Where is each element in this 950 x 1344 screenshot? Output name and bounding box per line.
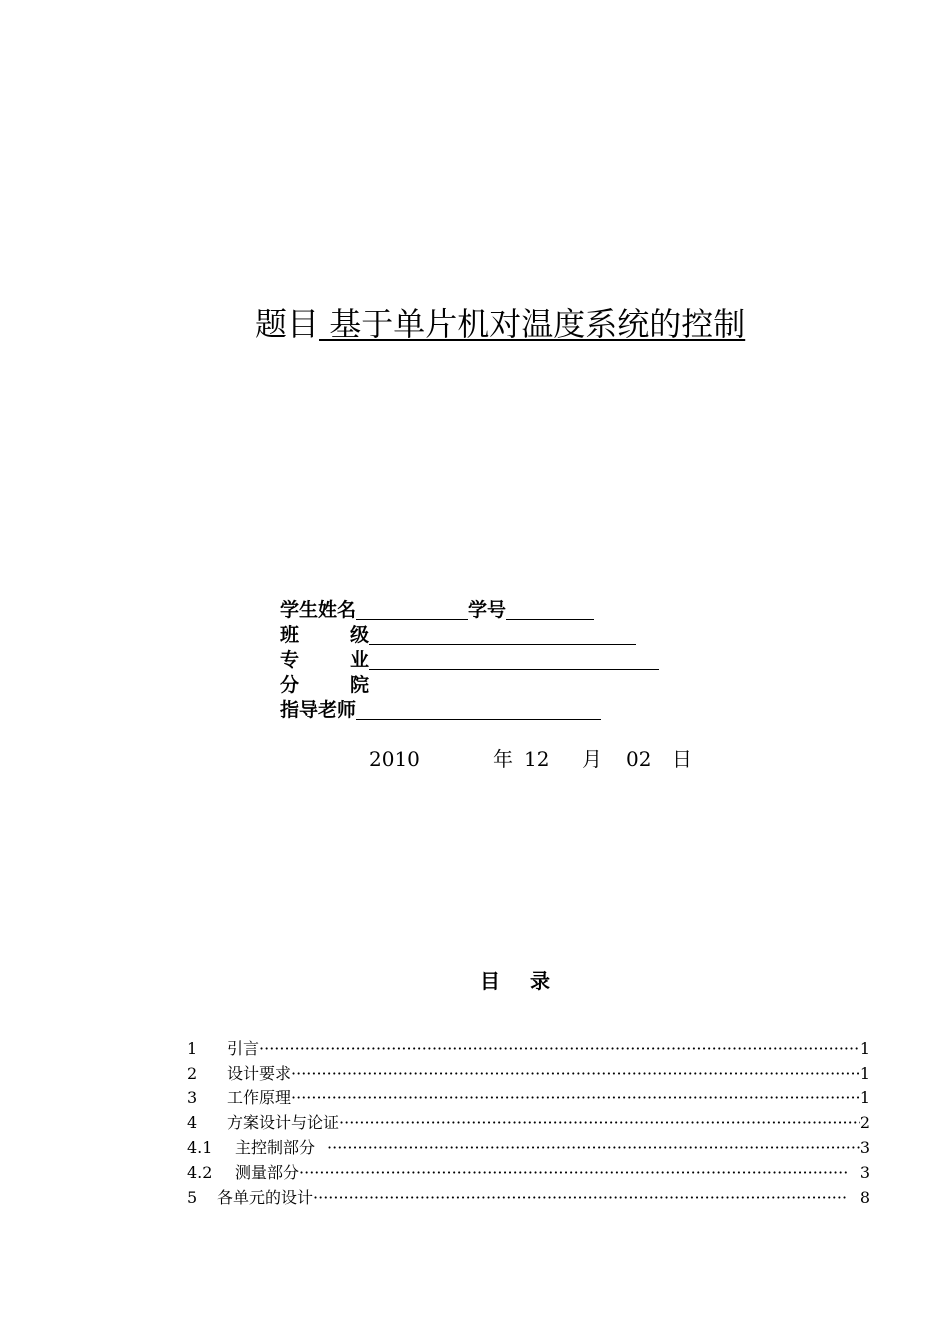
toc-item-number: 4.2 [187, 1163, 213, 1182]
title-label: 题目 [255, 305, 320, 343]
class-label: 班级 [280, 624, 369, 646]
toc-item-page: 2 [859, 1113, 870, 1132]
toc-leader-dots [339, 1111, 860, 1135]
toc-item-text: 主控制部分 [235, 1138, 316, 1157]
toc-item-number: 3 [187, 1088, 198, 1107]
student-id-blank[interactable] [506, 600, 594, 620]
student-id-label: 学号 [468, 599, 507, 621]
toc-item-page: 8 [859, 1188, 870, 1207]
toc-item-text: 引言 [227, 1039, 260, 1058]
advisor-row [280, 698, 601, 722]
college-row [280, 673, 369, 697]
advisor-blank[interactable] [356, 700, 601, 720]
date-month: 12 [524, 747, 550, 771]
toc-item[interactable] [187, 1136, 870, 1160]
toc-item-number: 4 [187, 1113, 198, 1132]
toc-item[interactable] [187, 1111, 870, 1135]
toc-item-page: 1 [859, 1088, 870, 1107]
toc-item-number: 2 [187, 1064, 198, 1083]
toc-item[interactable] [187, 1186, 870, 1210]
toc-item-page: 3 [859, 1163, 870, 1182]
toc-leader-dots [313, 1186, 848, 1210]
student-name-blank[interactable] [356, 600, 468, 620]
toc-item-text: 各单元的设计 [217, 1188, 314, 1207]
thesis-title [255, 300, 745, 348]
major-row [280, 648, 659, 672]
toc-item-page: 1 [859, 1064, 870, 1083]
toc-item-text: 测量部分 [235, 1163, 300, 1182]
major-label: 专业 [280, 649, 369, 671]
toc-leader-dots [291, 1086, 860, 1110]
student-name-row [280, 598, 594, 622]
toc-leader-dots [299, 1161, 848, 1185]
major-blank[interactable] [369, 650, 659, 670]
toc-item[interactable] [187, 1037, 870, 1061]
date-day-unit: 日 [672, 747, 692, 771]
toc-item-page: 3 [859, 1138, 870, 1157]
college-label: 分院 [280, 674, 369, 696]
date-month-unit: 月 [582, 747, 602, 771]
toc-item[interactable] [187, 1086, 870, 1110]
toc-item-page: 1 [859, 1039, 870, 1058]
student-name-label: 学生姓名 [280, 599, 357, 621]
toc-leader-dots [291, 1062, 860, 1086]
toc-item-number: 1 [187, 1039, 198, 1058]
toc-item-text: 设计要求 [227, 1064, 292, 1083]
toc-item[interactable] [187, 1161, 870, 1185]
toc-leader-dots [259, 1037, 860, 1061]
class-row [280, 623, 636, 647]
title-text: 基于单片机对温度系统的控制 [319, 305, 746, 343]
advisor-label: 指导老师 [280, 699, 357, 721]
date-year: 2010 [369, 747, 420, 771]
toc-item-number: 4.1 [187, 1138, 213, 1157]
toc-leader-dots [327, 1136, 860, 1160]
toc-item[interactable] [187, 1062, 870, 1086]
date-year-unit: 年 [493, 747, 513, 771]
class-blank[interactable] [369, 625, 636, 645]
date-day: 02 [626, 747, 652, 771]
toc-item-number: 5 [187, 1188, 198, 1207]
toc-item-text: 方案设计与论证 [227, 1113, 340, 1132]
toc-heading: 目录 [480, 969, 580, 993]
toc-item-text: 工作原理 [227, 1088, 292, 1107]
